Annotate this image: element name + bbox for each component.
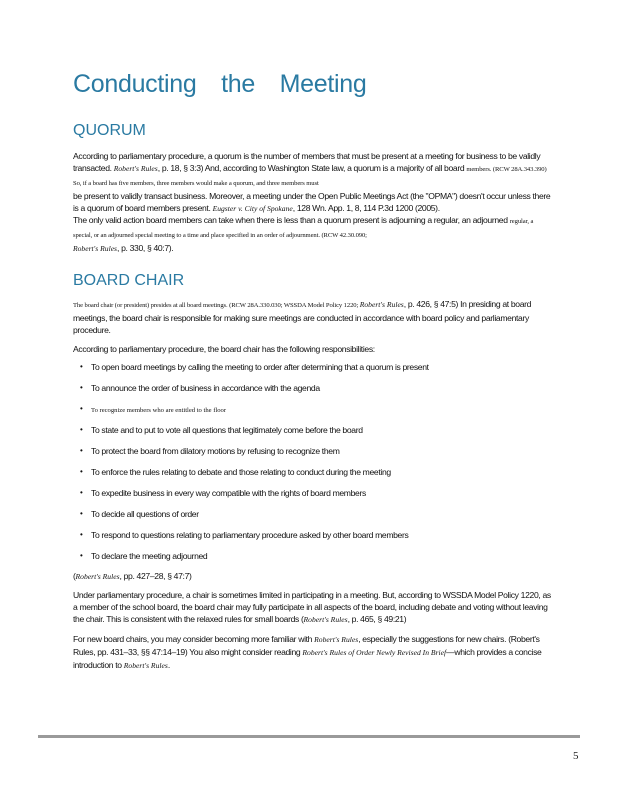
quorum-paragraph-2: The only valid action board members can take when there is less than a quorum present is adjourning a regular, an adjourned regular, a special, or an adjourned special meeting to a time and place specified in an order of adjournment. (RCW 42.30.090; Robert's Rules, p. 330, § 40:7).	[73, 215, 534, 253]
list-item: • To declare the meeting adjourned	[80, 551, 208, 561]
list-item: • To recognize members who are entitled to the floor	[80, 404, 227, 414]
citation: Robert's Rules of Order Newly Revised In Brief	[302, 648, 447, 657]
citation: Robert's Rules	[303, 615, 348, 624]
board-chair-paragraph-3: Under parliamentary procedure, a chair is sometimes limited in participating in a meeting. But, according to WSSDA Model Policy 1220, as a member of the school board, the board chair may fully participate in all aspects of the board, including debate and voting without leaving the chair. This is consistent with the relaxed rules for small boards (Robert's Rules, p. 465, § 49:21)	[73, 590, 551, 624]
page-title: Conducting the Meeting	[73, 70, 367, 98]
list-item: • To state and to put to vote all questions that legitimately come before the board	[80, 425, 363, 435]
board-chair-paragraph-2: According to parliamentary procedure, the board chair has the following responsibilities:	[73, 344, 375, 354]
citation: Robert's Rules	[359, 300, 404, 309]
responsibilities-citation: (Robert's Rules, pp. 427–28, § 47:7)	[73, 571, 192, 581]
board-chair-heading: BOARD CHAIR	[73, 272, 185, 289]
quorum-heading: QUORUM	[73, 122, 146, 139]
list-item: • To respond to questions relating to parliamentary procedure asked by other board members	[80, 530, 409, 540]
page-number: 5	[573, 750, 579, 762]
citation: Robert's Rules	[314, 635, 359, 644]
list-item: • To announce the order of business in accordance with the agenda	[80, 383, 320, 393]
list-item: • To expedite business in every way compatible with the rights of board members	[80, 488, 366, 498]
board-chair-paragraph-4: For new board chairs, you may consider becoming more familiar with Robert's Rules, especially the suggestions for new chairs. (Robert's Rules, pp. 431–33, §§ 47:14–19) You also might consider reading Robert's Rules of Order Newly Revised In Brief—which provides a concise introduction to Robert's Rules.	[73, 634, 542, 670]
citation: Robert's Rules	[75, 572, 120, 581]
list-item: • To open board meetings by calling the meeting to order after determining that a quorum is present	[80, 362, 429, 372]
quorum-paragraph-1: According to parliamentary procedure, a quorum is the number of members that must be present at a meeting for business to be validly transacted. Robert's Rules, p. 18, § 3:3) And, according to Washington State law, a quorum is a majority of all board members. (RCW 28A.343.390) So, if a board has five members, three members would make a quorum, and three members must be present to validly transact business. Moreover, a meeting under the Open Public Meetings Act (the "OPMA") doesn't occur unless there is a quorum of board members present. Eugster v. City of Spokane, 128 Wn. App. 1, 8, 114 P.3d 1200 (2005).	[73, 151, 551, 213]
list-item: • To enforce the rules relating to debate and those relating to conduct during the meeting	[80, 467, 391, 477]
board-chair-paragraph-1: The board chair (or president) presides at all board meetings. (RCW 28A.330.030; WSSDA Model Policy 1220; Robert's Rules, p. 426, § 47:5) In presiding at board meetings, the board chair is responsible for making sure meetings are conducted in accordance with board policy and parliamentary procedure.	[73, 299, 532, 335]
responsibilities-list	[77, 361, 547, 571]
citation: Eugster v. City of Spokane	[212, 204, 293, 213]
citation: Robert's Rules	[73, 244, 118, 253]
list-item: • To protect the board from dilatory motions by refusing to recognize them	[80, 446, 340, 456]
list-item: • To decide all questions of order	[80, 509, 199, 519]
footer-divider	[38, 735, 580, 738]
citation: Robert's Rules	[123, 661, 168, 670]
citation: Robert's Rules	[113, 164, 158, 173]
